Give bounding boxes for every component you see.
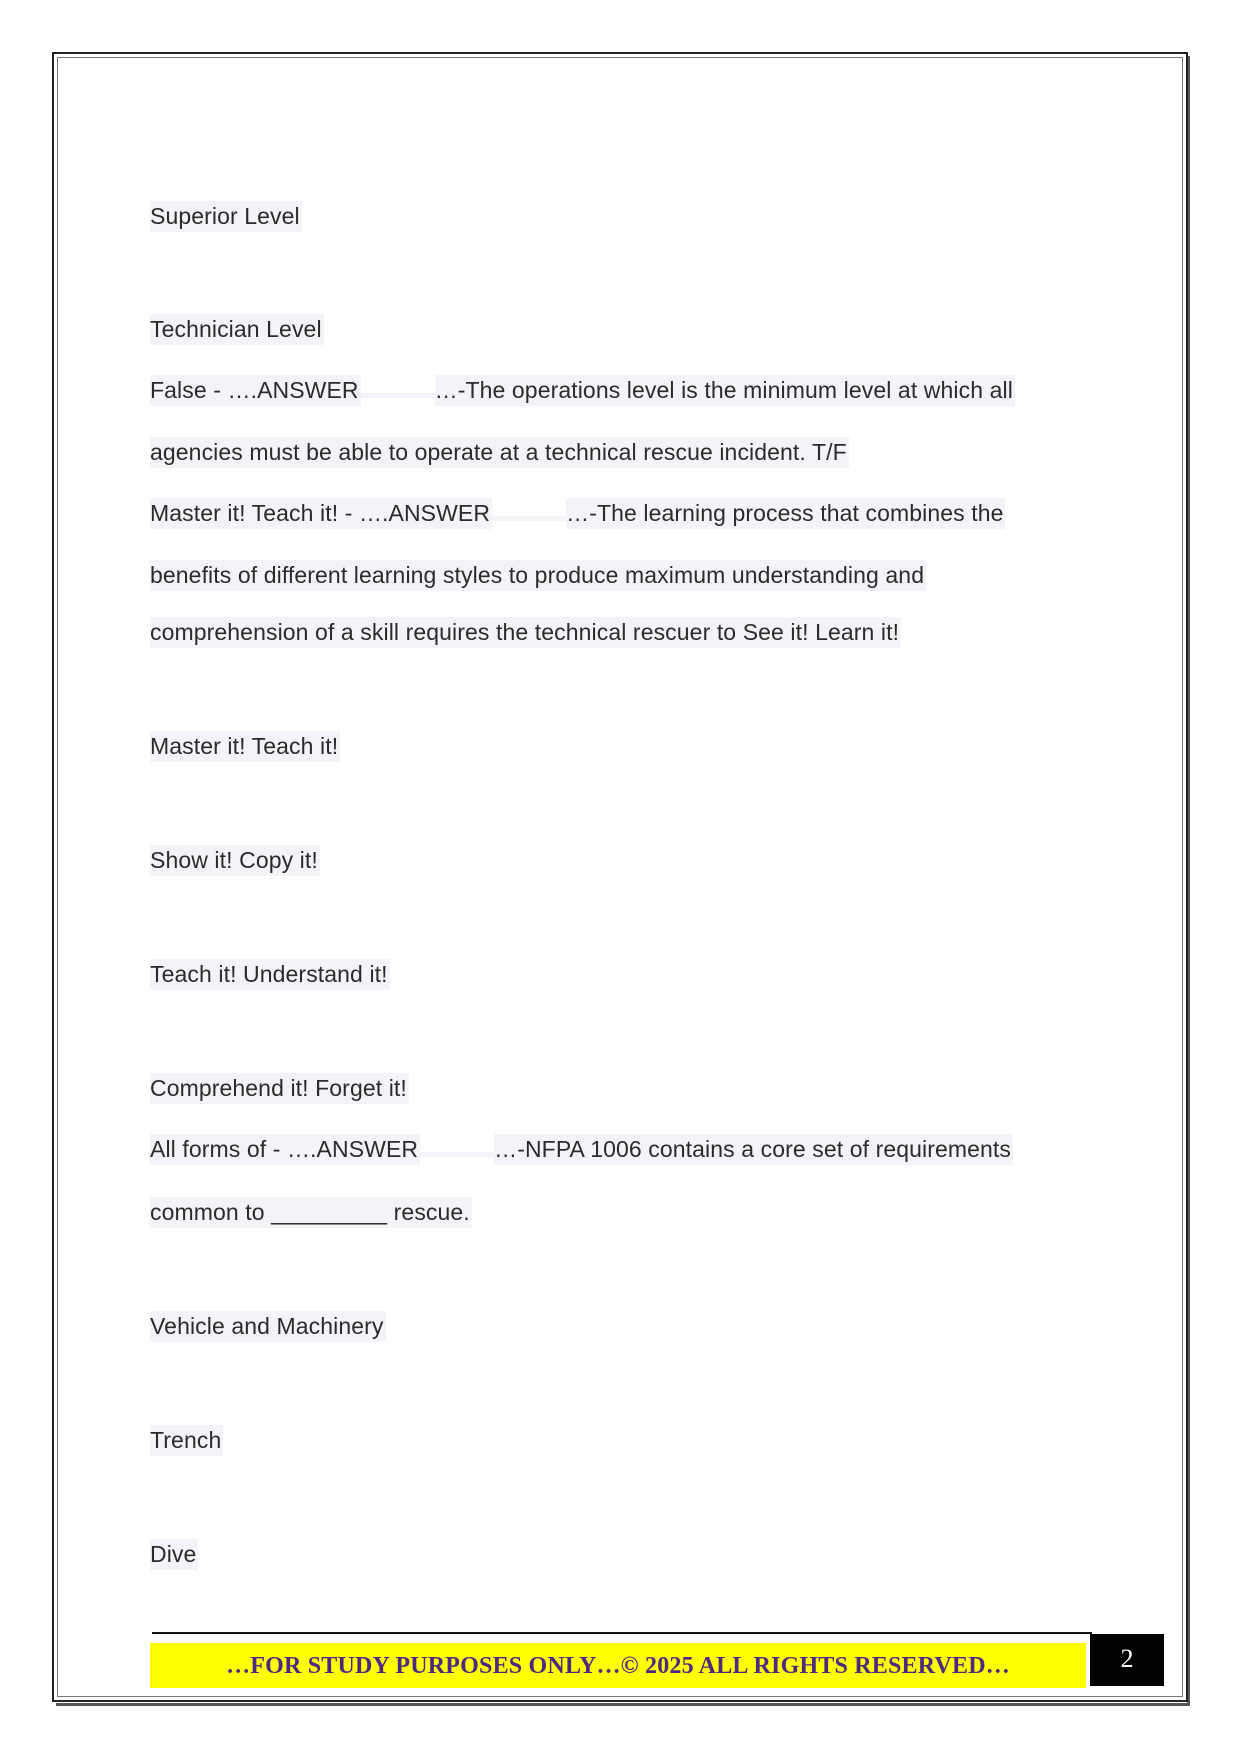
text-line: agencies must be able to operate at a technical rescue incident. T/F	[150, 439, 849, 466]
text-line: Trench	[150, 1427, 223, 1454]
text-line: Comprehend it! Forget it!	[150, 1075, 409, 1102]
page-frame-inner	[57, 57, 1183, 1697]
text-line: Vehicle and Machinery	[150, 1313, 386, 1340]
text-line: Teach it! Understand it!	[150, 961, 390, 988]
text-line: Show it! Copy it!	[150, 847, 320, 874]
text-line: common to _________ rescue.	[150, 1199, 472, 1226]
footer-notice-text: …FOR STUDY PURPOSES ONLY…© 2025 ALL RIGHTS RESERVED…	[226, 1653, 1010, 1679]
footer-divider	[152, 1632, 1092, 1634]
page-number-box	[1090, 1634, 1164, 1686]
question-line: False - ….ANSWER …-The operations level is the minimum level at which all	[150, 377, 1015, 404]
text-line: benefits of different learning styles to produce maximum understanding and	[150, 562, 926, 589]
text-line: Master it! Teach it!	[150, 733, 340, 760]
page-number: 2	[1120, 1644, 1134, 1673]
text-line: Dive	[150, 1541, 198, 1568]
question-line: Master it! Teach it! - ….ANSWER …-The learning process that combines the	[150, 500, 1005, 527]
question-line: All forms of - ….ANSWER …-NFPA 1006 contains a core set of requirements	[150, 1136, 1013, 1163]
footer-notice-bar	[150, 1643, 1086, 1688]
text-line: Technician Level	[150, 316, 324, 343]
text-line: Superior Level	[150, 203, 302, 230]
text-line: comprehension of a skill requires the technical rescuer to See it! Learn it!	[150, 619, 901, 646]
